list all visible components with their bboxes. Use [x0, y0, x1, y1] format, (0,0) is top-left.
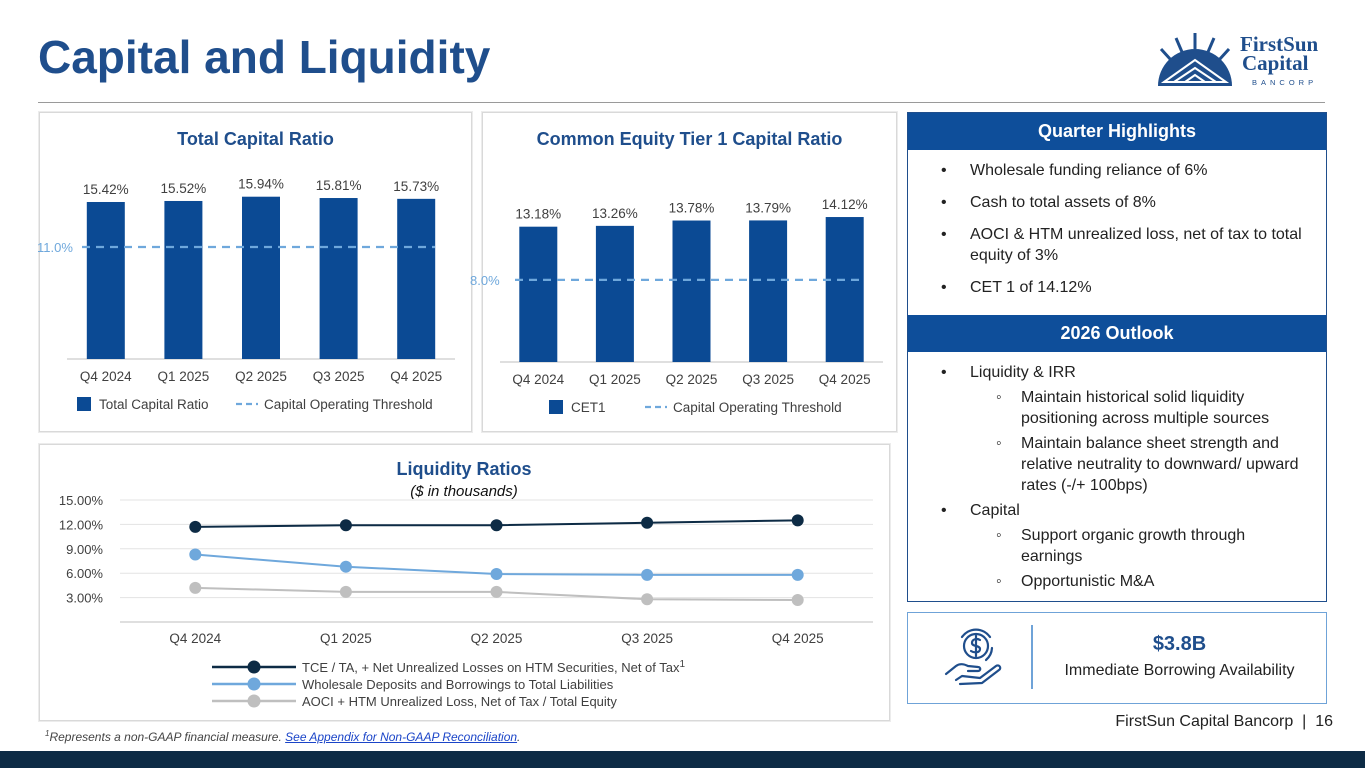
bar [87, 202, 125, 359]
bar-value-label: 13.18% [515, 206, 562, 222]
highlight-item: • Wholesale funding reliance of 6% [908, 160, 1326, 181]
legend-marker [248, 678, 261, 691]
data-point [641, 593, 653, 605]
legend-label: Total Capital Ratio [99, 397, 209, 412]
data-point [189, 548, 201, 560]
bar [242, 197, 280, 359]
footnote-end: . [517, 730, 521, 744]
outlook-capital-point: ◦ Opportunistic M&A [908, 571, 1326, 592]
bar-value-label: 14.12% [821, 197, 868, 213]
data-point [491, 568, 503, 580]
outlook-liquidity-point: ◦ Maintain historical solid liquidity positioning across multiple sources [908, 387, 1326, 429]
legend-label: Capital Operating Threshold [673, 400, 842, 415]
highlights-list [908, 150, 1326, 315]
data-point [340, 519, 352, 531]
legend-label: AOCI + HTM Unrealized Loss, Net of Tax / Total Equity [302, 694, 617, 709]
legend-swatch [549, 400, 563, 414]
x-tick-label: Q1 2025 [157, 369, 210, 384]
total-capital-panel [39, 112, 472, 432]
x-tick-label: Q4 2025 [818, 372, 871, 387]
legend-swatch [77, 397, 91, 411]
legend-marker [248, 695, 261, 708]
threshold-label: 11.0% [37, 240, 73, 255]
y-tick-label: 12.00% [58, 517, 103, 533]
chart-title: Common Equity Tier 1 Capital Ratio [536, 129, 843, 149]
x-tick-label: Q3 2025 [312, 369, 365, 384]
chart-subtitle: ($ in thousands) [410, 483, 518, 500]
chart-title: Liquidity Ratios [396, 459, 532, 479]
outlook-capital: • Capital [908, 500, 1326, 521]
outlook-capital-point: ◦ Support organic growth through earnings [908, 525, 1326, 567]
outlook-heading: 2026 Outlook [908, 315, 1326, 352]
x-tick-label: Q1 2025 [589, 372, 641, 387]
appendix-link[interactable]: See Appendix for Non-GAAP Reconciliation [285, 730, 518, 744]
legend-label: CET1 [571, 400, 606, 415]
page-title: Capital and Liquidity [38, 31, 491, 83]
logo-line1: FirstSun [1240, 32, 1319, 56]
data-point [792, 569, 804, 581]
footnote-sup: 1 [45, 729, 50, 738]
bar-value-label: 13.79% [745, 200, 791, 216]
data-point [340, 561, 352, 573]
y-tick-label: 9.00% [66, 541, 103, 557]
legend-label: Capital Operating Threshold [264, 397, 433, 412]
data-point [340, 586, 352, 598]
borrowing-label: Immediate Borrowing Availability [1064, 662, 1295, 679]
data-point [189, 521, 201, 533]
bottom-bar [0, 751, 1365, 768]
x-tick-label: Q3 2025 [621, 631, 673, 646]
data-point [491, 519, 503, 531]
highlight-item: • CET 1 of 14.12% [908, 277, 1326, 298]
x-tick-label: Q3 2025 [742, 372, 794, 387]
bar [320, 198, 358, 359]
highlights-panel [907, 112, 1327, 602]
total-capital-chart [37, 113, 471, 431]
highlights-heading: Quarter Highlights [908, 113, 1326, 150]
outlook-liquidity-point: ◦ Maintain balance sheet strength and relative neutrality to downward/ upward rates (-/+ 100bps) [908, 433, 1326, 496]
legend-sup: 1 [679, 659, 686, 670]
x-tick-label: Q2 2025 [470, 631, 523, 646]
x-tick-label: Q4 2024 [169, 631, 222, 646]
bar-value-label: 15.94% [238, 176, 284, 192]
x-tick-label: Q1 2025 [320, 631, 372, 646]
cet1-chart [470, 113, 896, 431]
highlight-item: • AOCI & HTM unrealized loss, net of tax to total equity of 3% [908, 224, 1326, 266]
data-point [189, 582, 201, 594]
data-point [792, 514, 804, 526]
bar [749, 220, 787, 362]
footnote [45, 729, 520, 744]
footnote-text: Represents a non-GAAP financial measure. [49, 730, 286, 744]
x-tick-label: Q2 2025 [235, 369, 287, 384]
logo-line3: BANCORP [1252, 78, 1318, 87]
bar-value-label: 15.42% [82, 181, 129, 197]
data-point [491, 586, 503, 598]
x-tick-label: Q4 2024 [79, 369, 132, 384]
y-tick-label: 6.00% [66, 566, 103, 582]
legend-marker [248, 661, 261, 674]
header-rule [38, 102, 1325, 103]
liquidity-chart [40, 445, 889, 720]
bar [519, 227, 557, 362]
bar [397, 199, 435, 359]
data-point [641, 569, 653, 581]
bar-value-label: 15.52% [160, 180, 207, 196]
liquidity-panel [39, 444, 890, 721]
bar-value-label: 15.81% [315, 178, 362, 194]
data-point [641, 517, 653, 529]
chart-title: Total Capital Ratio [177, 129, 334, 149]
outlook-list [908, 352, 1326, 592]
borrowing-amount: $3.8B [1152, 633, 1207, 655]
sun-icon [1158, 33, 1232, 86]
x-tick-label: Q4 2025 [390, 369, 443, 384]
cet1-panel [470, 112, 897, 432]
outlook-liquidity: • Liquidity & IRR [908, 362, 1326, 383]
threshold-label: 8.0% [470, 272, 500, 288]
x-tick-label: Q2 2025 [665, 372, 718, 387]
bar [164, 201, 202, 359]
page-footer: FirstSun Capital Bancorp | 16 [1115, 713, 1333, 730]
x-tick-label: Q4 2025 [771, 631, 824, 646]
hand-dollar-icon [942, 626, 1006, 690]
y-tick-label: 3.00% [66, 590, 103, 606]
bar [826, 217, 864, 362]
borrowing-panel [907, 612, 1327, 704]
bar-value-label: 13.78% [668, 200, 715, 216]
bar-value-label: 15.73% [393, 178, 440, 194]
data-point [792, 594, 804, 606]
y-tick-label: 15.00% [58, 493, 103, 508]
bar [673, 221, 711, 362]
legend-label: Wholesale Deposits and Borrowings to Total Liabilities [302, 677, 614, 692]
bar-value-label: 13.26% [592, 205, 638, 221]
logo-line2: Capital [1242, 51, 1309, 75]
company-logo [1150, 30, 1340, 92]
highlight-item: • Cash to total assets of 8% [908, 192, 1326, 213]
bar [596, 226, 634, 362]
legend-label: TCE / TA, + Net Unrealized Losses on HTM Securities, Net of Tax$^1$ [302, 659, 686, 675]
x-tick-label: Q4 2024 [512, 372, 565, 387]
